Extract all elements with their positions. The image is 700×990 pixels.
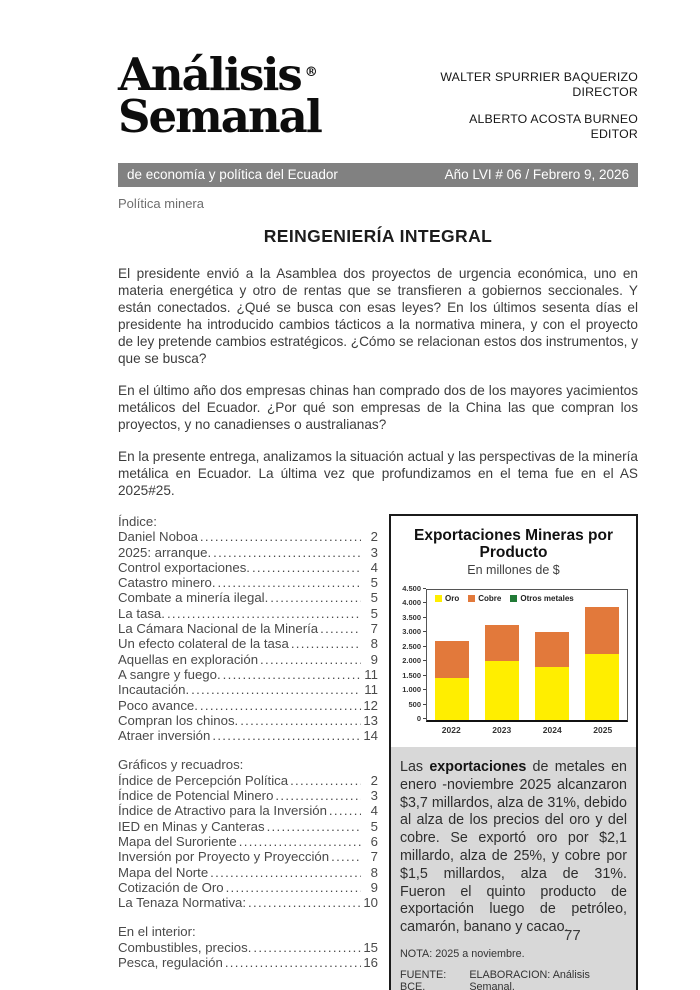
bar-segment [435, 678, 469, 720]
toc-item-label: Incautación. [118, 682, 190, 698]
toc-item-label: La Cámara Nacional de la Minería [118, 621, 319, 637]
y-tick-label: 500 [408, 700, 426, 709]
chart-bars [427, 590, 627, 720]
toc-leader-dots [253, 940, 361, 955]
toc-item-label: IED en Minas y Canteras [118, 818, 265, 834]
toc-item-label: Pesca, regulación [118, 955, 223, 971]
toc-item [118, 788, 378, 803]
bar-segment [585, 607, 619, 654]
toc-item-page: 11 [364, 682, 378, 698]
toc-item-label: Índice de Potencial Minero [118, 788, 274, 804]
bar-slot [577, 590, 627, 720]
toc-item-label: Compran los chinos. [118, 712, 239, 728]
toc-item-label: 2025: arranque. [118, 544, 212, 560]
bar-segment [585, 654, 619, 720]
toc-item [118, 895, 378, 910]
toc-leader-dots [212, 728, 361, 743]
toc-graphics-group [118, 757, 378, 910]
toc-graphics-heading: Gráficos y recuadros: [118, 757, 244, 773]
toc-item [118, 636, 378, 651]
toc-item [118, 682, 378, 697]
toc-column [118, 514, 378, 990]
toc-item [118, 667, 378, 682]
toc-item [118, 698, 378, 713]
stacked-bar [535, 632, 569, 720]
toc-item [118, 849, 378, 864]
toc-item [118, 575, 378, 590]
chart-source: FUENTE: BCE. [400, 968, 447, 990]
director-title: DIRECTOR [572, 84, 638, 99]
legend-label: Otros metales [520, 594, 574, 603]
chart-elaboration: ELABORACION: Análisis Semanal. [469, 968, 590, 990]
legend-swatch [510, 595, 517, 602]
toc-item [118, 773, 378, 788]
issue-number: Año LVI # 06 / Febrero 9, 2026 [444, 167, 629, 182]
toc-item-page: 14 [363, 728, 378, 744]
toc-interior-list [118, 940, 378, 971]
y-tick-label: 1.000 [402, 685, 426, 694]
toc-item-label: Poco avance. [118, 697, 198, 713]
lower-columns [118, 514, 638, 990]
x-tick-label: 2022 [441, 725, 461, 735]
toc-item-label: A sangre y fuego. [118, 666, 221, 682]
toc-item [118, 529, 378, 544]
toc-item [118, 621, 378, 636]
toc-leader-dots [270, 590, 361, 605]
page-content [118, 48, 638, 990]
stacked-bar [435, 641, 469, 720]
tagline: de economía y política del Ecuador [127, 167, 338, 182]
x-tick-label: 2024 [542, 725, 562, 735]
bar-segment [435, 641, 469, 679]
director-name: WALTER SPURRIER BAQUERIZO [440, 70, 638, 84]
article-title: REINGENIERÍA INTEGRAL [263, 226, 493, 246]
stacked-bar [585, 607, 619, 720]
chart-box [389, 514, 638, 990]
toc-item-label: Atraer inversión [118, 728, 211, 744]
y-tick-label: 2.000 [402, 656, 426, 665]
toc-graphics-list [118, 773, 378, 911]
toc-item-page: 12 [363, 697, 378, 713]
legend-item [510, 594, 573, 603]
toc-item-page: 3 [370, 544, 378, 560]
toc-item-label: Índice de Percepción Política [118, 772, 289, 788]
toc-leader-dots [275, 788, 361, 803]
bar-slot [477, 590, 527, 720]
toc-leader-dots [260, 652, 361, 667]
editor-credit [440, 112, 638, 141]
toc-index-heading: Índice: [118, 514, 157, 529]
toc-item-page: 5 [370, 605, 378, 621]
logo [118, 48, 321, 143]
toc-item-page: 5 [370, 818, 378, 834]
toc-item-page: 4 [370, 803, 378, 819]
toc-item-label: Combate a minería ilegal. [118, 590, 269, 606]
toc-leader-dots [320, 621, 361, 636]
chart-xlabels [426, 722, 628, 741]
y-tick-label: 4.500 [402, 584, 426, 593]
masthead [118, 48, 638, 154]
toc-item-label: La Tenaza Normativa: [118, 895, 247, 911]
x-tick-label: 2023 [492, 725, 512, 735]
legend-label: Cobre [478, 594, 502, 603]
toc-item [118, 713, 378, 728]
chart-section [391, 516, 636, 747]
toc-item-page: 2 [370, 772, 378, 788]
toc-leader-dots [226, 880, 361, 895]
toc-leader-dots [200, 529, 361, 544]
toc-item-label: Cotización de Oro [118, 879, 224, 895]
chart-ylabels [396, 584, 426, 723]
toc-leader-dots [252, 560, 361, 575]
toc-item [118, 955, 378, 970]
toc-item-page: 10 [363, 895, 378, 911]
toc-item-page: 2 [370, 529, 378, 545]
toc-leader-dots [329, 803, 361, 818]
article-paragraph: En el último año dos empresas chinas han comprado dos de los mayores yacimientos metálicos del Ecuador. ¿Por qué son empresas de la China las que compran los proyectos, y no canadienses o australianas? [118, 383, 638, 432]
bar-segment [485, 625, 519, 661]
toc-leader-dots [191, 682, 361, 697]
y-tick-label: 1.500 [402, 671, 426, 680]
y-tick-label: 4.000 [402, 598, 426, 607]
page-number: 77 [564, 927, 581, 944]
toc-item-page: 11 [364, 666, 378, 682]
toc-item-label: Control exportaciones. [118, 559, 250, 575]
toc-item [118, 940, 378, 955]
toc-item [118, 819, 378, 834]
sidebar-text-panel [391, 747, 636, 990]
chart-note: NOTA: 2025 a noviembre. [400, 947, 525, 960]
legend-label: Oro [445, 594, 460, 603]
toc-item [118, 865, 378, 880]
toc-item [118, 803, 378, 818]
logo-line-1: Análisis ® [118, 48, 318, 101]
bar-segment [485, 661, 519, 720]
toc-item-page: 5 [370, 575, 378, 591]
stacked-bar [485, 625, 519, 720]
chart-plot [426, 589, 628, 722]
toc-item-page: 8 [370, 636, 378, 652]
bar-slot [527, 590, 577, 720]
toc-item [118, 880, 378, 895]
toc-item-label: La tasa. [118, 605, 165, 621]
logo-line-2: Semanal [118, 90, 321, 143]
toc-item-page: 4 [370, 559, 378, 575]
toc-interior-heading: En el interior: [118, 924, 196, 940]
toc-item-label: Un efecto colateral de la tasa [118, 636, 289, 652]
toc-item-page: 15 [363, 939, 378, 955]
x-tick-label: 2025 [593, 725, 613, 735]
toc-item-label: Mapa del Norte [118, 864, 209, 880]
toc-interior-group [118, 924, 378, 970]
toc-leader-dots [217, 575, 361, 590]
y-tick-label: 3.000 [402, 627, 426, 636]
toc-item-page: 7 [370, 621, 378, 637]
bar-segment [535, 667, 569, 720]
toc-item-page: 9 [370, 879, 378, 895]
toc-leader-dots [167, 606, 361, 621]
registered-trademark-icon: ® [304, 65, 318, 80]
toc-item-label: Combustibles, precios. [118, 939, 252, 955]
chart-title: Exportaciones Mineras por Producto [414, 527, 613, 561]
toc-leader-dots [213, 545, 361, 560]
toc-item [118, 834, 378, 849]
toc-item-page: 3 [370, 788, 378, 804]
toc-item-page: 7 [370, 849, 378, 865]
issue-bar [118, 163, 638, 187]
legend-item [468, 594, 501, 603]
toc-item-page: 9 [370, 651, 378, 667]
y-tick-label: 2.500 [402, 642, 426, 651]
toc-item [118, 728, 378, 743]
toc-item-label: Catastro minero. [118, 575, 216, 591]
toc-item-page: 6 [370, 833, 378, 849]
chart [396, 584, 631, 723]
toc-index-list [118, 529, 378, 743]
toc-leader-dots [225, 955, 361, 970]
editor-name: ALBERTO ACOSTA BURNEO [469, 112, 638, 126]
article-paragraph: El presidente envió a la Asamblea dos proyectos de urgencia económica, uno en materia energética y otro de rentas que se transfieren a gobiernos seccionales. Y están conectados. ¿Qué se busca con esas leyes? En los últimos sesenta días el presidente ha introducido cambios tácticos a la normativa minera, y con el proyecto de ley pretende cambios estratégicos. ¿Cómo se relacionan estos dos instrumentos, y que se busca? [118, 266, 638, 366]
article-paragraph: En la presente entrega, analizamos la situación actual y las perspectivas de la minería metálica en Ecuador. La última vez que profundizamos en el tema fue en el AS 2025#25. [118, 449, 638, 498]
toc-leader-dots [223, 667, 361, 682]
chart-source-row [400, 969, 627, 990]
toc-item [118, 545, 378, 560]
toc-item [118, 560, 378, 575]
toc-item-label: Índice de Atractivo para la Inversión [118, 803, 327, 819]
toc-leader-dots [200, 698, 361, 713]
toc-item [118, 590, 378, 605]
toc-index-group [118, 514, 378, 743]
sidebar-body: Las exportaciones de metales en enero -noviembre 2025 alcanzaron $3,7 millardos, alza de 31%, debido al alza de los precios del oro y del cobre. Se exportó oro por $2,1 millardo, alza de 25%, y cobre por $1,5 millardos, alza de 31%. Fueron el quinto producto de exportación luego de petróleo, camarón, banano y cacao. [400, 759, 627, 936]
director-credit [440, 70, 638, 99]
toc-item-page: 8 [370, 864, 378, 880]
toc-item [118, 652, 378, 667]
editor-title: EDITOR [590, 126, 638, 141]
chart-subtitle: En millones de $ [467, 563, 560, 577]
toc-item-page: 5 [370, 590, 378, 606]
article-kicker: Política minera [118, 196, 204, 211]
toc-item-page: 13 [363, 712, 378, 728]
toc-item-page: 16 [363, 955, 378, 971]
toc-leader-dots [248, 895, 361, 910]
bar-slot [427, 590, 477, 720]
toc-item-label: Inversión por Proyecto y Proyección [118, 849, 330, 865]
toc-item [118, 606, 378, 621]
toc-leader-dots [239, 834, 361, 849]
y-tick-label: 0 [417, 714, 426, 723]
toc-leader-dots [240, 713, 361, 728]
y-tick-label: 3.500 [402, 613, 426, 622]
chart-legend [435, 594, 574, 603]
legend-swatch [468, 595, 475, 602]
toc-item-label: Aquellas en exploración [118, 651, 259, 667]
toc-leader-dots [290, 773, 361, 788]
bar-segment [535, 632, 569, 667]
sidebar-body-bold: exportaciones [429, 759, 527, 775]
toc-leader-dots [291, 636, 361, 651]
legend-swatch [435, 595, 442, 602]
toc-item-label: Daniel Noboa [118, 529, 198, 545]
toc-leader-dots [331, 849, 361, 864]
toc-leader-dots [210, 865, 361, 880]
toc-item-label: Mapa del Suroriente [118, 833, 237, 849]
toc-leader-dots [267, 819, 361, 834]
masthead-credits [440, 54, 638, 154]
legend-item [435, 594, 459, 603]
